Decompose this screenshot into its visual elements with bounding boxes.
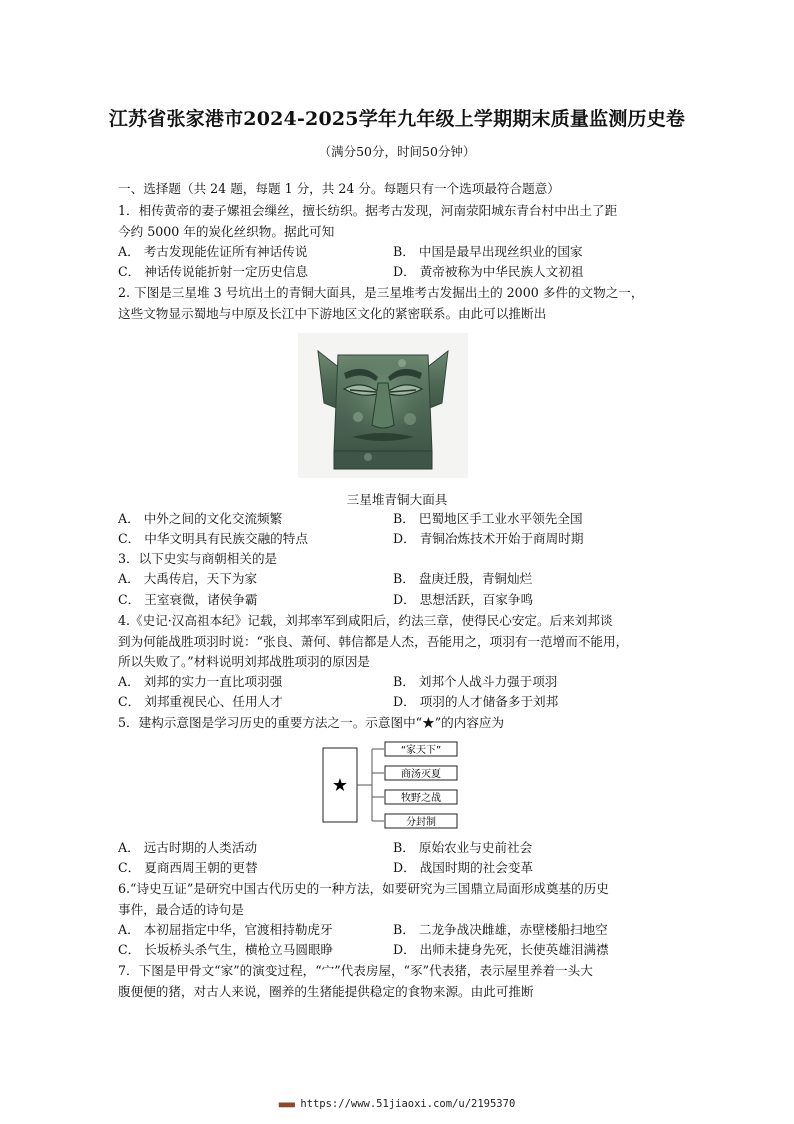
question-6-option-a[interactable]: A． 本初屈指定中华，官渡相持勒虎牙 <box>118 922 333 937</box>
question-4-stem-line-3: 所以失败了。”材料说明刘邦战胜项羽的原因是 <box>118 654 371 669</box>
question-3-option-b[interactable]: B． 盘庚迁殷，青铜灿烂 <box>393 571 533 586</box>
question-1-option-b[interactable]: B． 中国是最早出现丝织业的国家 <box>393 244 583 259</box>
bronze-mask-image <box>298 333 468 478</box>
question-6-option-c[interactable]: C． 长坂桥头杀气生，横枪立马圆眼睁 <box>118 942 334 957</box>
question-2-option-d[interactable]: D． 青铜冶炼技术开始于商周时期 <box>393 531 584 546</box>
diagram-box-1-label: “家天下” <box>400 745 442 756</box>
diagram-connectors <box>357 749 384 821</box>
question-5-option-a[interactable]: A． 远古时期的人类活动 <box>118 840 258 855</box>
question-1-stem-line-1: 1．相传黄帝的妻子嫘祖会缫丝，擅长纺织。据考古发现，河南荥阳城东青台村中出土了距 <box>118 203 618 218</box>
question-6-stem-line-2: 事件，最合适的诗句是 <box>118 902 244 917</box>
page-footer <box>0 1098 794 1110</box>
diagram-box-3-label: 牧野之战 <box>401 793 441 804</box>
section-heading: 一、选择题（共 24 题，每题 1 分，共 24 分。每题只有一个选项最符合题意） <box>118 181 560 196</box>
question-4-stem-line-1: 4.《史记·汉高祖本纪》记载，刘邦率军到咸阳后，约法三章，使得民心安定。后来刘邦谈 <box>118 613 613 628</box>
question-2-stem-line-2: 这些文物显示蜀地与中原及长江中下游地区文化的紧密联系。由此可以推断出 <box>118 306 547 321</box>
question-5-stem: 5．建构示意图是学习历史的重要方法之一。示意图中“★”的内容应为 <box>118 715 505 730</box>
question-7-stem-line-2: 腹便便的猪，对古人来说，圈养的生猪能提供稳定的食物来源。由此可推断 <box>118 984 534 999</box>
diagram-box-4-label: 分封制 <box>406 817 436 828</box>
page-subtitle: （满分50分，时间50分钟） <box>318 144 476 159</box>
question-4-option-a[interactable]: A． 刘邦的实力一直比项羽强 <box>118 674 283 689</box>
question-1-option-d[interactable]: D． 黄帝被称为中华民族人文初祖 <box>393 264 584 279</box>
question-1-option-a[interactable]: A． 考古发现能佐证所有神话传说 <box>118 244 308 259</box>
question-7-stem-line-1: 7．下图是甲骨文“家”的演变过程，“宀”代表房屋，“豕”代表猪，表示屋里养着一头大 <box>118 963 593 978</box>
question-6-option-d[interactable]: D． 出师未捷身先死，长使英雄泪满襟 <box>393 942 609 957</box>
question-5-option-b[interactable]: B． 原始农业与史前社会 <box>393 840 533 855</box>
star-icon: ★ <box>331 775 349 796</box>
question-3-option-a[interactable]: A． 大禹传启，天下为家 <box>118 571 258 586</box>
question-2-option-b[interactable]: B． 巴蜀地区手工业水平领先全国 <box>393 511 583 526</box>
question-1-option-c[interactable]: C． 神话传说能折射一定历史信息 <box>118 264 308 279</box>
question-4-option-c[interactable]: C． 刘邦重视民心、任用人才 <box>118 694 283 709</box>
watermark-logo-icon: ■■■■ <box>278 1100 294 1109</box>
concept-diagram <box>322 738 472 833</box>
question-6-stem-line-1: 6.“诗史互证”是研究中国古代历史的一种方法，如要研究为三国鼎立局面形成奠基的历史 <box>118 881 609 896</box>
source-url-link[interactable]: https://www.51jiaoxi.com/u/2195370 <box>300 1098 516 1110</box>
question-4-stem-line-2: 到为何能战胜项羽时说：“张良、萧何、韩信都是人杰，吾能用之，项羽有一范增而不能用， <box>118 634 629 649</box>
question-2-option-c[interactable]: C． 中华文明具有民族交融的特点 <box>118 531 308 546</box>
question-1-stem-line-2: 今约 5000 年的炭化丝织物。据此可知 <box>118 224 335 239</box>
question-2-stem-line-1: 2. 下图是三星堆 3 号坑出土的青铜大面具，是三星堆考古发掘出土的 2000 多件的文物之一， <box>118 285 644 300</box>
diagram-box-2-label: 商汤灭夏 <box>401 769 441 780</box>
question-5-option-c[interactable]: C． 夏商西周王朝的更替 <box>118 860 258 875</box>
question-3-stem: 3．以下史实与商朝相关的是 <box>118 551 278 566</box>
question-5-option-d[interactable]: D． 战国时期的社会变革 <box>393 860 534 875</box>
question-6-option-b[interactable]: B． 二龙争战决雌雄，赤壁楼船扫地空 <box>393 922 608 937</box>
question-4-option-b[interactable]: B． 刘邦个人战斗力强于项羽 <box>393 674 558 689</box>
question-4-option-d[interactable]: D． 项羽的人才储备多于刘邦 <box>393 694 559 709</box>
page-title: 江苏省张家港市2024-2025学年九年级上学期期末质量监测历史卷 <box>108 108 686 130</box>
question-2-option-a[interactable]: A． 中外之间的文化交流频繁 <box>118 511 283 526</box>
figure-caption: 三星堆青铜大面具 <box>346 492 448 507</box>
bronze-mask-icon <box>298 333 468 478</box>
question-3-option-d[interactable]: D． 思想活跃，百家争鸣 <box>393 592 534 607</box>
question-3-option-c[interactable]: C． 王室衰微，诸侯争霸 <box>118 592 258 607</box>
